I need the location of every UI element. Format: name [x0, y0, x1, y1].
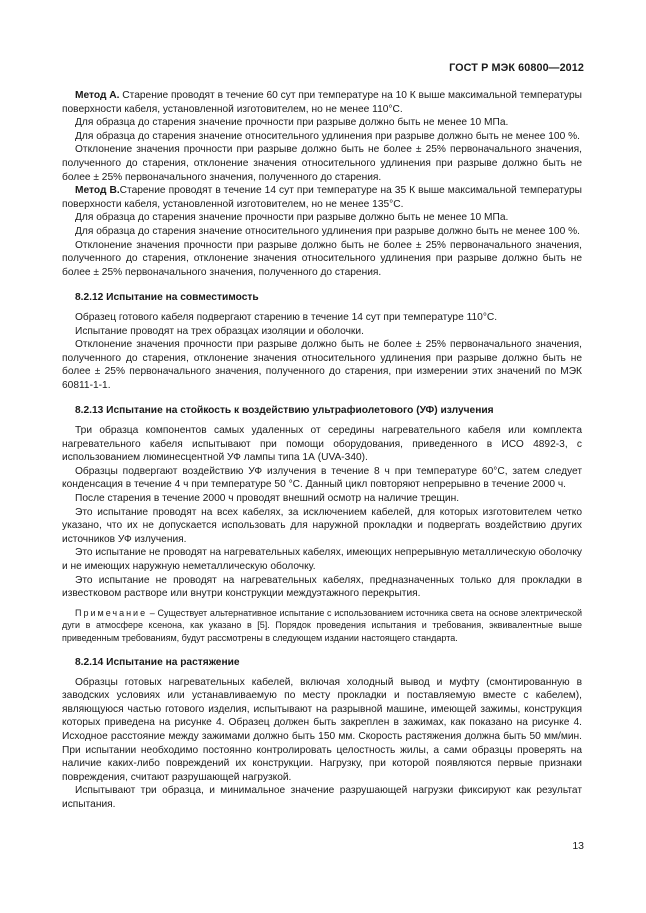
method-b-elongation: Для образца до старения значение относительного удлинения при разрыве должно быть не менее 100 %.: [75, 225, 580, 237]
section-8-2-12-heading: 8.2.12 Испытание на совместимость: [75, 292, 259, 304]
standard-header: ГОСТ Р МЭК 60800—2012: [449, 62, 584, 74]
section-8-2-12-p1: Образец готового кабеля подвергают старению в течение 14 сут при температуре 110°С.: [75, 311, 498, 323]
section-8-2-13-note: [62, 607, 582, 644]
page-content: [62, 89, 582, 812]
section-8-2-12-p2: Испытание проводят на трех образцах изоляции и оболочки.: [75, 325, 364, 337]
method-a-label: Метод А.: [75, 90, 120, 101]
section-8-2-13-p5: Это испытание не проводят на нагревательных кабелях, имеющих непрерывную металлическую оболочку и не имеющих наружную неметаллическую оболочку.: [62, 547, 582, 572]
section-8-2-14-p1: Образцы готовых нагревательных кабелей, включая холодный вывод и муфту (смонтированную в заводских условиях или устанавливаемую по месту прокладки и поставляемую вместе с кабелем), являющуюся частью готового изделия, испытывают на разрывной машине, имеющей зажимы, конструкция которых приведена на рисунке 4. Образец должен быть закреплен в зажимах, как показано на рисунке 4. Исходное расстояние между зажимами должно быть 150 мм. Скорость растяжения должна быть 50 мм/мин. При испытании необходимо постоянно контролировать целостность жилы, а сами образцы проверять на наличие каких-либо повреждений их конструкции. Нагрузку, при которой появляются первые признаки повреждения, считают разрушающей нагрузкой.: [62, 676, 582, 783]
section-8-2-14-p2: Испытывают три образца, и минимальное значение разрушающей нагрузки фиксируют как результат испытания.: [62, 785, 582, 810]
page-number: 13: [572, 840, 584, 852]
section-8-2-12-p3: Отклонение значения прочности при разрыве должно быть не более ± 25% первоначального значения, полученного до старения, отклонение значения относительного удлинения при разрыве должно быть не более ± 25% первоначального значения, полученного до старения, при измерении этих значений по МЭК 60811-1-1.: [62, 339, 582, 391]
section-8-2-13-p2: Образцы подвергают воздействию УФ излучения в течение 8 ч при температуре 60°С, затем следует конденсация в течение 4 ч при температуре 50 °С. Данный цикл повторяют непрерывно в течение 2000 ч.: [62, 465, 582, 491]
method-b-label: Метод В.: [75, 185, 120, 197]
note-label: Примечание: [75, 607, 148, 618]
method-a-elongation: Для образца до старения значение относительного удлинения при разрыве должно быть не менее 100 %.: [75, 130, 580, 142]
section-8-2-13-p4: Это испытание проводят на всех кабелях, за исключением кабелей, для которых изготовителем четко указано, что их не допускается использовать для наружной прокладки и подвергать воздействию других источников УФ излучения.: [62, 506, 582, 545]
note-text: – Существует альтернативное испытание с использованием источника света на основе электрической дуги в атмосфере ксенона, как указано в [5]. Порядок проведения испытания и требования, эквивалентные выше приведенным требованиям, будут рассмотрены в следующем издании настоящего стандарта.: [62, 607, 582, 643]
method-b-deviation: Отклонение значения прочности при разрыве должно быть не более ± 25% первоначального значения, полученного до старения, отклонение значения относительного удлинения при разрыве должно быть не более ± 25% первоначального значения, полученного до старения.: [62, 239, 582, 278]
section-8-2-13-heading: 8.2.13 Испытание на стойкость к воздействию ультрафиолетового (УФ) излучения: [75, 405, 494, 417]
method-b-strength: Для образца до старения значение прочности при разрыве должно быть не менее 10 МПа.: [75, 212, 509, 224]
section-8-2-13-p1: Три образца компонентов самых удаленных от середины нагревательного кабеля или комплекта нагревательного кабеля испытывают при помощи оборудования, приведенного в ИСО 4892-3, с использованием люминесцентной УФ лампы типа 1А (UVA-340).: [62, 425, 582, 464]
method-b-paragraph: Метод В.Старение проводят в течение 14 сут при температуре на 35 К выше максимальной температуры поверхности кабеля, установленной изготовителем, но не менее 135°С.: [62, 185, 582, 210]
section-8-2-14-heading: 8.2.14 Испытание на растяжение: [75, 657, 240, 668]
section-8-2-13-p3: После старения в течение 2000 ч проводят внешний осмотр на наличие трещин.: [75, 493, 460, 505]
method-a-deviation: Отклонение значения прочности при разрыве должно быть не более ± 25% первоначального значения, полученного до старения, отклонение значения относительного удлинения при разрыве должно быть не более ± 25% первоначального значения, полученного до старения.: [62, 144, 582, 183]
section-8-2-13-p6: Это испытание не проводят на нагревательных кабелях, предназначенных только для прокладки в известковом растворе или внутри конструкции междуэтажного перекрытия.: [62, 574, 582, 600]
method-a-paragraph: Метод А. Старение проводят в течение 60 сут при температуре на 10 К выше максимальной температуры поверхности кабеля, установленной изготовителем, но не менее 110°С.: [62, 90, 582, 115]
method-a-strength: Для образца до старения значение прочности при разрыве должно быть не менее 10 МПа.: [75, 117, 509, 129]
